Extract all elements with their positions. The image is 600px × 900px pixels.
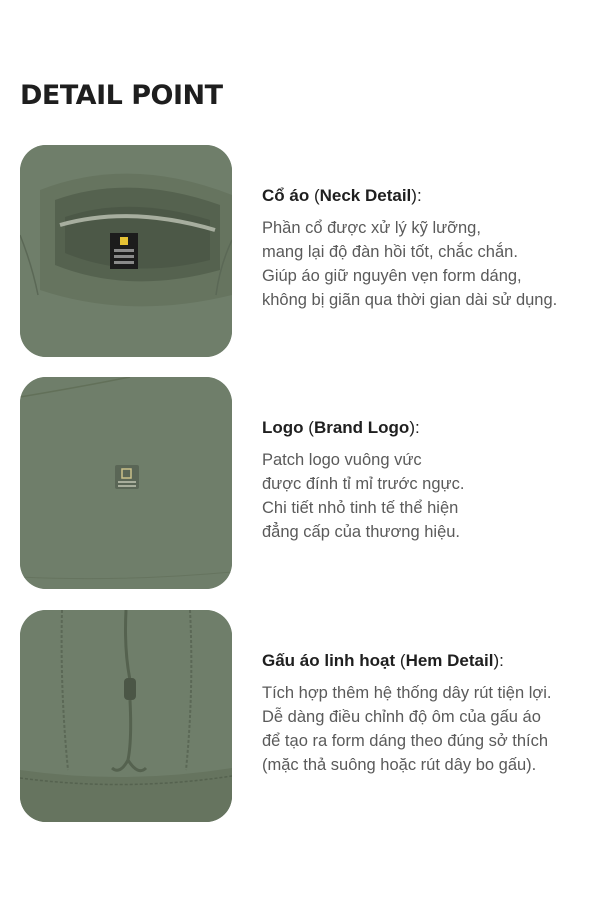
description-line: Chi tiết nhỏ tinh tế thể hiện (262, 499, 459, 517)
description-line: Dễ dàng điều chỉnh độ ôm của gấu áo (262, 708, 541, 726)
logo-detail-heading: Logo (Brand Logo): (262, 418, 420, 437)
description-line: Patch logo vuông vức (262, 451, 422, 469)
neck-detail-description (262, 216, 592, 312)
hem-detail-description (262, 681, 592, 777)
hem-detail-text (262, 650, 592, 777)
description-line: đẳng cấp của thương hiệu. (262, 523, 461, 541)
detail-logo (0, 377, 600, 597)
neck-collar-photo-icon (20, 145, 232, 357)
chest-logo-patch-photo-icon (20, 377, 232, 589)
neck-detail-image (20, 145, 232, 357)
hem-drawstring-photo-icon (20, 610, 232, 822)
description-line: (mặc thả suông hoặc rút dây bo gấu). (262, 756, 537, 774)
page-title: DETAIL POINT (20, 80, 223, 111)
description-line: Phần cổ được xử lý kỹ lưỡng, (262, 219, 481, 237)
neck-detail-text (262, 185, 592, 312)
hem-detail-image (20, 610, 232, 822)
description-line: Giúp áo giữ nguyên vẹn form dáng, (262, 267, 522, 285)
description-line: không bị giãn qua thời gian dài sử dụng. (262, 291, 558, 309)
hem-detail-heading: Gấu áo linh hoạt (Hem Detail): (262, 651, 504, 670)
description-line: Tích hợp thêm hệ thống dây rút tiện lợi. (262, 684, 552, 702)
logo-detail-text (262, 417, 592, 544)
description-line: mang lại độ đàn hồi tốt, chắc chắn. (262, 243, 518, 261)
logo-detail-image (20, 377, 232, 589)
detail-neck (0, 145, 600, 365)
description-line: để tạo ra form dáng theo đúng sở thích (262, 732, 549, 750)
neck-detail-heading: Cổ áo (Neck Detail): (262, 186, 422, 205)
logo-detail-description (262, 448, 592, 544)
description-line: được đính tỉ mỉ trước ngực. (262, 475, 465, 493)
detail-hem (0, 610, 600, 830)
